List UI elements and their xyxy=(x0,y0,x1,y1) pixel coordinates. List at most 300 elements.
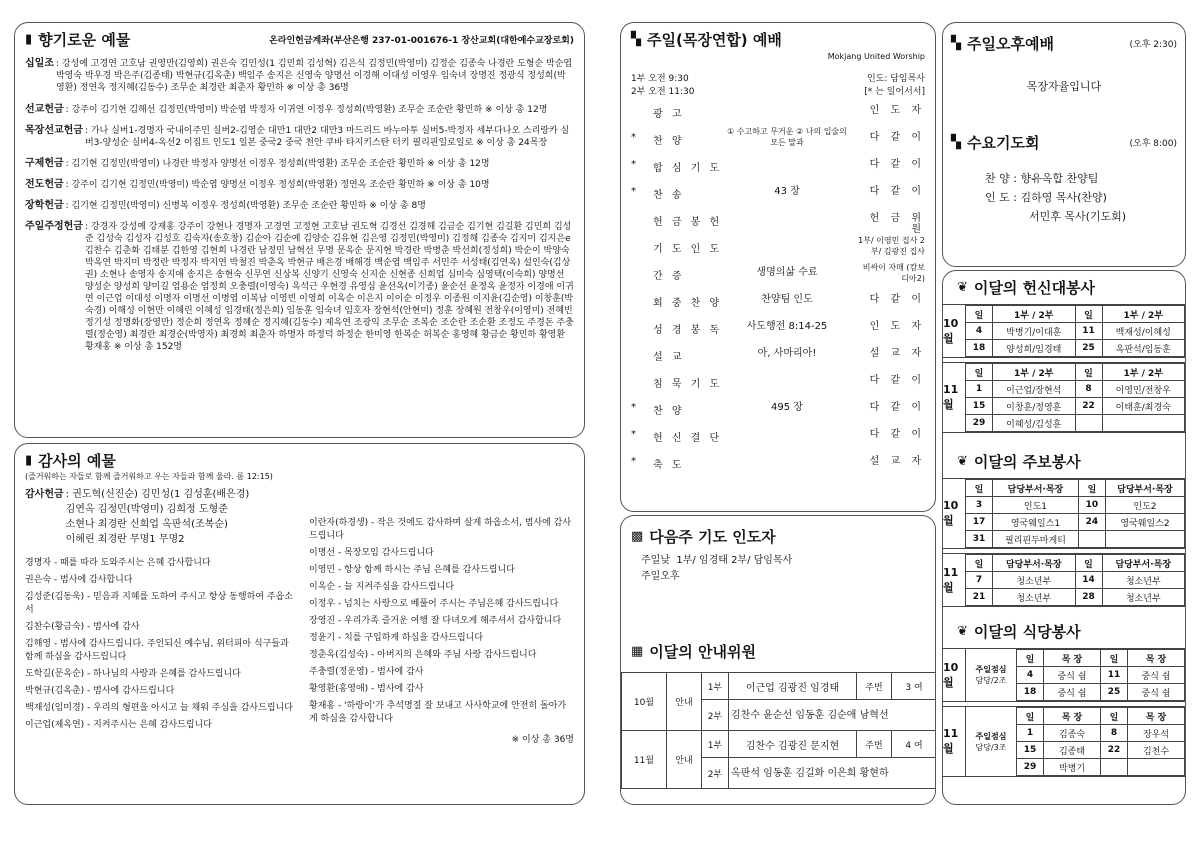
header-cell: 일 xyxy=(966,306,993,323)
name-cell: 인도2 xyxy=(1105,497,1184,514)
order-right: 비싸이 자매 (캄보디아2) xyxy=(862,263,925,283)
day-cell: 24 xyxy=(1078,514,1105,531)
order-row xyxy=(631,342,925,369)
order-row xyxy=(631,180,925,207)
usher-row-1 xyxy=(622,673,937,700)
right-top-box xyxy=(942,22,1186,267)
name-cell: 김종숙 xyxy=(1044,725,1101,742)
day-cell: 7 xyxy=(966,572,993,589)
order-right: 다 같 이 xyxy=(869,429,925,440)
ushers-table xyxy=(621,672,936,789)
table-header xyxy=(966,364,1185,381)
offering-label: 구제헌금 xyxy=(25,158,64,169)
header-cell: 목 장 xyxy=(1128,650,1185,667)
thanks-entry: 도학길(문옥순) - 하나님의 사랑과 은혜를 감사드립니다 xyxy=(25,669,241,679)
table-row xyxy=(966,381,1185,398)
header-cell: 1부 / 2부 xyxy=(993,364,1076,381)
usher-week-num: 3 여 xyxy=(892,673,937,700)
order-mid: ① 수고하고 무거운 ② 나의 입술의 모든 말과 xyxy=(727,127,847,147)
thanks-entry: 이영민 - 항상 함께 하시는 주님 은혜를 감사드립니다 xyxy=(309,565,515,575)
header-cell: 일 xyxy=(966,364,993,381)
order-right: 인 도 자 xyxy=(869,105,925,116)
table-row xyxy=(1017,684,1185,701)
thanks-entry: 이명선 - 목장모임 감사드립니다 xyxy=(309,548,434,558)
usher-names: 이근업 김광진 임경태 xyxy=(729,673,857,700)
order-item: 기 도 인 도 xyxy=(653,244,723,255)
section-marker-icon: ▩ xyxy=(631,529,644,544)
worship-time-2: 2부 오전 11:30 xyxy=(631,87,695,97)
name-cell: 이근업/장현석 xyxy=(993,381,1076,398)
order-row xyxy=(631,261,925,288)
header-cell: 담당부서·목장 xyxy=(1105,480,1184,497)
wednesday-time: (오후 8:00) xyxy=(1129,139,1177,149)
order-star: * xyxy=(631,186,636,197)
table-header xyxy=(966,480,1185,497)
worship-title: 주일(목장연합) 예배 xyxy=(647,31,782,49)
thanks-offering-label: 감사헌금 xyxy=(25,489,64,500)
name-cell: 이창훈/정영훈 xyxy=(993,398,1076,415)
table-row xyxy=(966,589,1185,606)
clover-icon: ❦ xyxy=(957,624,968,639)
month-label: 11월 xyxy=(943,565,959,594)
header-cell: 담당부서·목장 xyxy=(993,480,1079,497)
offering-sections xyxy=(25,58,574,353)
thanks-total: ※ 이상 총 36명 xyxy=(511,735,574,745)
order-item: 합 심 기 도 xyxy=(653,163,723,174)
wednesday-title: 수요기도회 xyxy=(967,134,1040,152)
usher-names: 옥판석 임동훈 김길화 이은희 황현하 xyxy=(729,758,937,789)
month-label: 10월 xyxy=(943,499,959,527)
day-cell: 17 xyxy=(966,514,993,531)
month-block xyxy=(943,362,1185,433)
header-cell: 담당부서·목장 xyxy=(1102,555,1185,572)
bulletin-tables xyxy=(943,478,1185,607)
name-cell: 영국웨일스2 xyxy=(1105,514,1184,531)
name-cell: 이영민/전창우 xyxy=(1102,381,1185,398)
ushers-box xyxy=(620,627,936,805)
thanks-entry: 김해영 - 범사에 감사드립니다. 주인되신 예수님, 위터피아 식구들과 함께 하심을 감사드립니다 xyxy=(25,639,289,662)
day-cell: 11 xyxy=(1101,667,1128,684)
usher-part: 1부 xyxy=(702,673,729,700)
section-marker-icon: ▦ xyxy=(631,644,644,659)
order-row xyxy=(631,153,925,180)
bulletin-title: 이달의 주보봉사 xyxy=(973,453,1081,471)
day-cell: 15 xyxy=(1017,742,1044,759)
order-row xyxy=(631,396,925,423)
day-cell: 1 xyxy=(966,381,993,398)
offering-name-line: 김연옥 김정민(박영미) 김희정 도형준 xyxy=(65,504,228,515)
header-cell: 일 xyxy=(1101,708,1128,725)
day-cell: 22 xyxy=(1075,398,1102,415)
thanks-box xyxy=(14,443,585,805)
table-row xyxy=(1017,667,1185,684)
right-bottom-box xyxy=(942,270,1186,805)
header-cell: 목 장 xyxy=(1044,650,1101,667)
day-cell: 8 xyxy=(1101,725,1128,742)
dedication-title: 이달의 헌신대봉사 xyxy=(973,279,1096,297)
order-right: 다 같 이 xyxy=(869,186,925,197)
sunday-label: 주일낮 xyxy=(641,555,670,566)
offering-name-line: 소현나 최경란 신희업 옥판석(조복순) xyxy=(65,519,228,530)
header-cell: 일 xyxy=(966,480,993,497)
order-item: 간 증 xyxy=(653,271,685,282)
order-row xyxy=(631,423,925,450)
order-mid: 495 장 xyxy=(771,402,803,413)
name-cell: 중식 쉼 xyxy=(1044,684,1101,701)
offering-names: : 강주이 김기현 김정민(박영미) 박순엽 양명선 이정우 정성희(박영환) 정연옥 조순란 황민하 ※ 이상 총 10명 xyxy=(65,180,490,190)
next-prayer-box xyxy=(620,515,936,627)
service-table xyxy=(965,479,1185,548)
order-star: * xyxy=(631,402,636,413)
order-row xyxy=(631,369,925,396)
order-item: 설 교 xyxy=(653,352,685,363)
offering-name-line: 이혜린 최경란 무명1 무명2 xyxy=(65,534,185,545)
table-header xyxy=(966,555,1185,572)
thanks-list-right xyxy=(309,517,574,726)
table-row xyxy=(966,514,1185,531)
order-row xyxy=(631,315,925,342)
usher-role: 안내 xyxy=(667,673,702,731)
offering-names: : 김기현 김정민(박영미) 신병복 이정우 정성희(박영환) 조무순 조순란 황민하 ※ 이상 총 8명 xyxy=(65,201,426,211)
order-star: * xyxy=(631,429,636,440)
thanks-entry: 이옥순 - 늘 지켜주심을 감사드립니다 xyxy=(309,582,455,592)
month-block xyxy=(943,648,1185,702)
day-cell xyxy=(1078,531,1105,548)
kitchen-label-2: 담당/3조 xyxy=(975,742,1007,752)
kitchen-label-2: 담당/2조 xyxy=(975,676,1007,685)
day-cell: 8 xyxy=(1075,381,1102,398)
worship-subtitle: Mokjang United Worship xyxy=(827,52,925,61)
day-cell: 1 xyxy=(1017,725,1044,742)
table-row xyxy=(1017,759,1185,776)
order-right: 헌 금 위 원 xyxy=(869,213,925,235)
thanks-entry: 정춘옥(김성숙) - 아버지의 은혜와 주님 사랑 감사드립니다 xyxy=(309,650,537,660)
offering-section xyxy=(25,125,574,149)
thanks-entry: 이근업(제옥연) - 지켜주시는 은혜 감사드립니다 xyxy=(25,720,212,730)
order-row xyxy=(631,99,925,126)
dedication-tables xyxy=(943,304,1185,433)
kitchen-title: 이달의 식당봉사 xyxy=(973,623,1081,641)
header-cell: 목 장 xyxy=(1128,708,1185,725)
name-cell: 중식 쉼 xyxy=(1128,684,1185,701)
name-cell xyxy=(1105,531,1184,548)
order-item: 회 중 찬 양 xyxy=(653,298,723,309)
name-cell: 청소년부 xyxy=(1102,572,1185,589)
order-star: * xyxy=(631,456,636,467)
order-item: 찬 송 xyxy=(653,190,685,201)
kitchen-label-1: 주일점심 xyxy=(975,665,1007,674)
service-table xyxy=(965,363,1185,432)
order-row xyxy=(631,207,925,234)
offering-names: : 가나 실버1-경명자 국내이주민 실버2-김영순 대만1 대만2 대만3 마드리드 바누아투 실버5-박정자 세부다나오 스리랑카 실버3-양성순 실버4-옥선2 이집트 인도1 일본 중국2 중국 천안 쿠바 타지키스탄 터키 필리핀일로일로 ※ 이상 총 24목장 xyxy=(84,126,570,148)
offering-names: : 강주이 김기현 김해선 김정민(박영미) 박순엽 박정자 이귀연 이정우 정성희(박영환) 조무순 조순란 황민하 ※ 이상 총 12명 xyxy=(65,105,548,115)
month-label: 11월 xyxy=(943,383,959,411)
table-header xyxy=(966,306,1185,323)
usher-week: 주번 xyxy=(857,673,892,700)
order-row xyxy=(631,288,925,315)
day-cell: 4 xyxy=(1017,667,1044,684)
day-cell: 18 xyxy=(1017,684,1044,701)
order-star: * xyxy=(631,132,636,143)
usher-names: 김찬수 김광진 문지현 xyxy=(729,731,857,758)
name-cell: 김종태 xyxy=(1044,742,1101,759)
day-cell: 29 xyxy=(1017,759,1044,776)
name-cell: 김천수 xyxy=(1128,742,1185,759)
name-cell xyxy=(1128,759,1185,776)
name-cell: 청소년부 xyxy=(993,589,1076,606)
thanks-entry: 장영진 - 우리가족 즐거운 여행 잘 다녀오게 해주셔서 감사합니다 xyxy=(309,616,562,626)
usher-month: 10월 xyxy=(622,673,667,731)
day-cell: 28 xyxy=(1075,589,1102,606)
day-cell xyxy=(1075,415,1102,432)
worship-stand-note: [* 는 일어서서] xyxy=(864,87,925,97)
name-cell: 중식 쉼 xyxy=(1128,667,1185,684)
kitchen-label-1: 주일점심 xyxy=(975,731,1007,741)
order-row xyxy=(631,126,925,153)
usher-week: 주번 xyxy=(857,731,892,758)
header-cell: 일 xyxy=(1017,708,1044,725)
afternoon-label: 주일오후 xyxy=(641,571,680,582)
month-label: 10월 xyxy=(943,660,959,689)
name-cell: 필리핀두마게티 xyxy=(993,531,1079,548)
offering-section xyxy=(25,104,574,116)
service-table xyxy=(1016,649,1185,701)
table-row xyxy=(966,572,1185,589)
wednesday-praise: 찬 양 : 향유옥합 찬양팀 xyxy=(985,172,1099,185)
thanks-entry: 주충렬(정운영) - 범사에 감사 xyxy=(309,667,424,677)
section-marker-icon: ▮ xyxy=(25,32,33,47)
wednesday-leader-2: 서민후 목사(기도회) xyxy=(1029,210,1127,223)
order-row xyxy=(631,450,925,477)
next-prayer-title: 다음주 기도 인도자 xyxy=(649,528,776,546)
thanks-list-left xyxy=(25,557,297,732)
month-label: 11월 xyxy=(943,727,959,755)
day-cell: 14 xyxy=(1075,572,1102,589)
order-mid: 사도행전 8:14-25 xyxy=(746,321,828,332)
day-cell: 21 xyxy=(966,589,993,606)
worship-box xyxy=(620,22,936,512)
header-cell: 1부 / 2부 xyxy=(1102,364,1185,381)
order-star: * xyxy=(631,159,636,170)
header-cell: 일 xyxy=(1017,650,1044,667)
order-right: 다 같 이 xyxy=(869,294,925,305)
header-cell: 1부 / 2부 xyxy=(993,306,1076,323)
day-cell: 25 xyxy=(1075,340,1102,357)
thanks-entry: 이란자(하경생) - 작은 것에도 감사하며 살게 하옵소서, 범사에 감사드립니다 xyxy=(309,518,572,541)
month-block xyxy=(943,304,1185,358)
usher-names: 김찬수 윤순선 임동훈 김순애 남혁선 xyxy=(729,700,937,731)
service-table xyxy=(1016,707,1185,776)
kitchen-tables xyxy=(943,648,1185,777)
name-cell: 청소년부 xyxy=(1102,589,1185,606)
thanks-subtitle: (즐거워하는 자들로 함께 즐거워하고 우는 자들과 함께 울라. 롬 12:15) xyxy=(25,472,273,481)
usher-month: 11월 xyxy=(622,731,667,789)
offering-label: 전도헌금 xyxy=(25,179,64,190)
name-cell: 이혜성/김성훈 xyxy=(993,415,1076,432)
header-cell: 목 장 xyxy=(1044,708,1101,725)
name-cell: 인도1 xyxy=(993,497,1079,514)
order-right: 설 교 자 xyxy=(869,348,925,359)
thanks-entry: 박현규(김옥춘) - 범사에 감사드립니다 xyxy=(25,686,175,696)
table-row xyxy=(1017,725,1185,742)
day-cell: 11 xyxy=(1075,323,1102,340)
afternoon-time: (오후 2:30) xyxy=(1129,40,1177,50)
header-cell: 일 xyxy=(1075,555,1102,572)
account-info: 온라인헌금계좌(부산은행 237-01-001676-1 장산교회(대한예수교장로회) xyxy=(269,36,574,46)
kitchen-label xyxy=(965,649,1016,701)
name-cell: 양성희/임경태 xyxy=(993,340,1076,357)
table-row xyxy=(966,340,1185,357)
name-cell: 영국웨일스1 xyxy=(993,514,1079,531)
thanks-entry: 권은숙 - 범사에 감사합니다 xyxy=(25,575,133,585)
day-cell: 3 xyxy=(966,497,993,514)
ushers-title: 이달의 안내위원 xyxy=(649,643,756,661)
worship-order-list xyxy=(631,99,925,479)
usher-row-1 xyxy=(622,731,937,758)
order-mid: 아, 사마리아! xyxy=(757,348,817,359)
kitchen-label xyxy=(965,707,1016,776)
service-table xyxy=(965,305,1185,357)
name-cell: 백재성/이혜성 xyxy=(1102,323,1185,340)
offering-section xyxy=(25,179,574,191)
thanks-entry: 김찬수(황금숙) - 범사에 감사 xyxy=(25,622,140,632)
offering-label: 장학헌금 xyxy=(25,200,64,211)
day-cell: 22 xyxy=(1101,742,1128,759)
header-cell: 일 xyxy=(1075,306,1102,323)
thanks-entry: 김성준(김동욱) - 믿음과 지혜를 도하여 주시고 항상 동행하여 주옵소서 xyxy=(25,592,293,615)
order-row xyxy=(631,234,925,261)
offerings-box xyxy=(14,22,585,438)
offering-names: : 김기현 김정민(박영미) 나경란 박정자 양명선 이정우 정성희(박영환) 조무순 조순란 황민하 ※ 이상 총 12명 xyxy=(65,159,490,169)
name-cell xyxy=(1102,415,1185,432)
usher-part: 2부 xyxy=(702,700,729,731)
month-block xyxy=(943,553,1185,607)
usher-role: 안내 xyxy=(667,731,702,789)
month-block xyxy=(943,478,1185,549)
month-label: 10월 xyxy=(943,316,959,345)
offerings-title: 향기로운 예물 xyxy=(38,31,131,49)
afternoon-title: 주일오후예배 xyxy=(967,35,1054,53)
table-row xyxy=(966,531,1185,548)
header-cell: 일 xyxy=(1101,650,1128,667)
order-mid: 생명의삶 수료 xyxy=(756,267,818,278)
day-cell: 29 xyxy=(966,415,993,432)
usher-week-num: 4 여 xyxy=(892,731,937,758)
order-right: 1부/ 이영민 집사 2부/ 김광진 집사 xyxy=(858,236,925,256)
header-cell: 일 xyxy=(1078,480,1105,497)
thanks-entry: 백재성(임미경) - 우리의 형편을 아시고 늘 채워 주심을 감사드립니다 xyxy=(25,703,293,713)
thanks-title: 감사의 예물 xyxy=(38,452,116,470)
table-row xyxy=(1017,742,1185,759)
offering-label: 십일조 xyxy=(25,58,54,69)
thanks-entry: 경명자 - 때를 따라 도와주시는 은혜 감사합니다 xyxy=(25,558,211,568)
offering-label: 선교헌금 xyxy=(25,104,64,115)
afternoon-text: 목장자율입니다 xyxy=(1026,80,1102,93)
offering-names: : 강경자 강성예 강재홍 강주이 강현나 경명자 고경연 고정현 고호남 권도혁 김경선 김경해 김금순 김기현 김길환 김민희 김성준 김성숙 김성자 김성호 김숙자(송호창) 김순아 김순예 김양순 김유현 김은영 김정민(박영미) 김정해 김종숙 김지미 김지은e 김찬수 김춘화 김태분 김한영 김현희 나경란 남정민 남혁선 무명 문옥순 문지현 박경란 박병춘 박선희(정성희) 박순이 박양숙 박옥연 박지미 박정란 박정자 박지연 박철진 박춘옥 박현규 배은경 배해경 백순엽 백임주 서민주 서성태(김연옥) 설인숙(김상권) 소현나 송영자 송지애 송지은 송현숙 신무연 신상복 신양기 신영숙 신지순 신현종 신희업 심미숙 심영택(이숙희) 양명선 양성순 양성희 양미길 엄용순 엄정희 오충렬(이영숙) 옥석근 우현경 유영심 윤선옥(이기종) 윤순선 윤정옥 윤정자 이경애 이귀연 이근업 이대성 이명자 이명선 이병엽 이복남 이영빈 이영희 이옥순 이은지 이이순 이정우 이종원 이지윤(김순영) 이창훈(박숙경) 이해성 이현만 이혜린 이혜성 임경태(정은희) 임동훈 임숙녀 임호자 장현석(안현미) 정훈 장혜원 전창우(이영미) 전혜빈 정기성 정명화(장영만) 정순희 정연옥 정혜순 정지혜(김동수) 제옥연 조광익 조무순 조복순 조순란 조순환 조정도 주경돈 주충렬(정순영) 최경란 최경순(박영자) 최경희 최춘자 하명자 하정덕 하정순 한미영 한복순 허복순 홍영혜 황금순 황민하 황영환 황재홍 ※ 이상 총 152명 xyxy=(84,222,574,352)
name-cell: 청소년부 xyxy=(993,572,1076,589)
name-cell: 장우석 xyxy=(1128,725,1185,742)
order-mid: 찬양팀 인도 xyxy=(761,294,813,305)
order-right: 다 같 이 xyxy=(869,402,925,413)
thanks-entry: 이정우 - 넘치는 사랑으로 베풀어 주시는 주님은혜 감사드립니다 xyxy=(309,599,559,609)
table-row xyxy=(966,398,1185,415)
name-cell: 이태훈/최경숙 xyxy=(1102,398,1185,415)
name-cell: 중식 쉼 xyxy=(1044,667,1101,684)
order-item: 찬 양 xyxy=(653,136,685,147)
order-item: 광 고 xyxy=(653,109,685,120)
section-marker-icon: ▮ xyxy=(25,453,33,468)
section-marker-icon: ▚ xyxy=(951,36,961,51)
offering-names: : 강성예 고경연 고호남 권영만(김영희) 권은숙 김민성(1 김민희 김성혁) 김은식 김정민(박영미) 김정순 김종숙 나경란 도형순 박순엽 박영숙 박우경 박은주(김종태) 박현규(김옥춘) 백임주 송지은 신영숙 양명선 이경해 이대성 이영우 임숙녀 장명진 정광식 정성희(박영환) 정연옥 정지혜(김동수) 조무순 최경란 최춘자 황민하 ※ 이상 총 36명 xyxy=(55,59,573,93)
service-table xyxy=(965,554,1185,606)
table-row xyxy=(966,323,1185,340)
name-cell: 옥판석/임동훈 xyxy=(1102,340,1185,357)
order-right: 다 같 이 xyxy=(869,132,925,143)
section-marker-icon: ▚ xyxy=(631,32,641,47)
day-cell: 10 xyxy=(1078,497,1105,514)
offerings-title-wrap xyxy=(25,29,130,50)
thanks-entry: 정윤기 - 치를 구입하게 하심을 감사드립니다 xyxy=(309,633,484,643)
usher-part: 2부 xyxy=(702,758,729,789)
day-cell: 15 xyxy=(966,398,993,415)
order-item: 헌 금 봉 헌 xyxy=(653,217,723,228)
order-item: 찬 양 xyxy=(653,406,685,417)
header-cell: 일 xyxy=(966,555,993,572)
order-item: 헌 신 결 단 xyxy=(653,433,723,444)
offering-label: 주일주정헌금 xyxy=(25,221,83,232)
section-marker-icon: ▚ xyxy=(951,135,961,150)
offering-label: 목장선교헌금 xyxy=(25,125,83,136)
worship-time-1: 1부 오전 9:30 xyxy=(631,74,689,84)
offering-section xyxy=(25,158,574,170)
order-right: 다 같 이 xyxy=(869,375,925,386)
header-cell: 담당부서·목장 xyxy=(993,555,1076,572)
day-cell xyxy=(1101,759,1128,776)
sunday-value: 1부/ 임경태 2부/ 담임목사 xyxy=(676,555,793,566)
day-cell: 4 xyxy=(966,323,993,340)
table-row xyxy=(966,415,1185,432)
order-item: 성 경 봉 독 xyxy=(653,325,723,336)
usher-part: 1부 xyxy=(702,731,729,758)
clover-icon: ❦ xyxy=(957,454,968,469)
month-block xyxy=(943,706,1185,777)
order-right: 설 교 자 xyxy=(869,456,925,467)
order-mid: 43 장 xyxy=(774,186,800,197)
day-cell: 31 xyxy=(966,531,993,548)
day-cell: 18 xyxy=(966,340,993,357)
table-row xyxy=(966,497,1185,514)
header-cell: 일 xyxy=(1075,364,1102,381)
order-right: 인 도 자 xyxy=(869,321,925,332)
order-item: 침 묵 기 도 xyxy=(653,379,723,390)
wednesday-leader-1: 인 도 : 김하영 목사(찬양) xyxy=(985,191,1107,204)
header-cell: 1부 / 2부 xyxy=(1102,306,1185,323)
table-header xyxy=(1017,708,1185,725)
offering-section xyxy=(25,58,574,94)
name-cell: 박병기 xyxy=(1044,759,1101,776)
order-item: 축 도 xyxy=(653,460,685,471)
thanks-entry: 황재홍 - '하랑이'가 추석명절 잘 보내고 사사학교에 안전히 돌아가게 하심을 감사합니다 xyxy=(309,701,567,724)
day-cell: 25 xyxy=(1101,684,1128,701)
clover-icon: ❦ xyxy=(957,280,968,295)
thanks-offering-names xyxy=(66,487,250,547)
offering-section xyxy=(25,221,574,353)
table-header xyxy=(1017,650,1185,667)
offering-section xyxy=(25,200,574,212)
worship-leader: 인도: 담임목사 xyxy=(866,74,925,84)
name-cell: 박병기/이대훈 xyxy=(993,323,1076,340)
thanks-entry: 황영환(홍영애) - 범사에 감사 xyxy=(309,684,424,694)
